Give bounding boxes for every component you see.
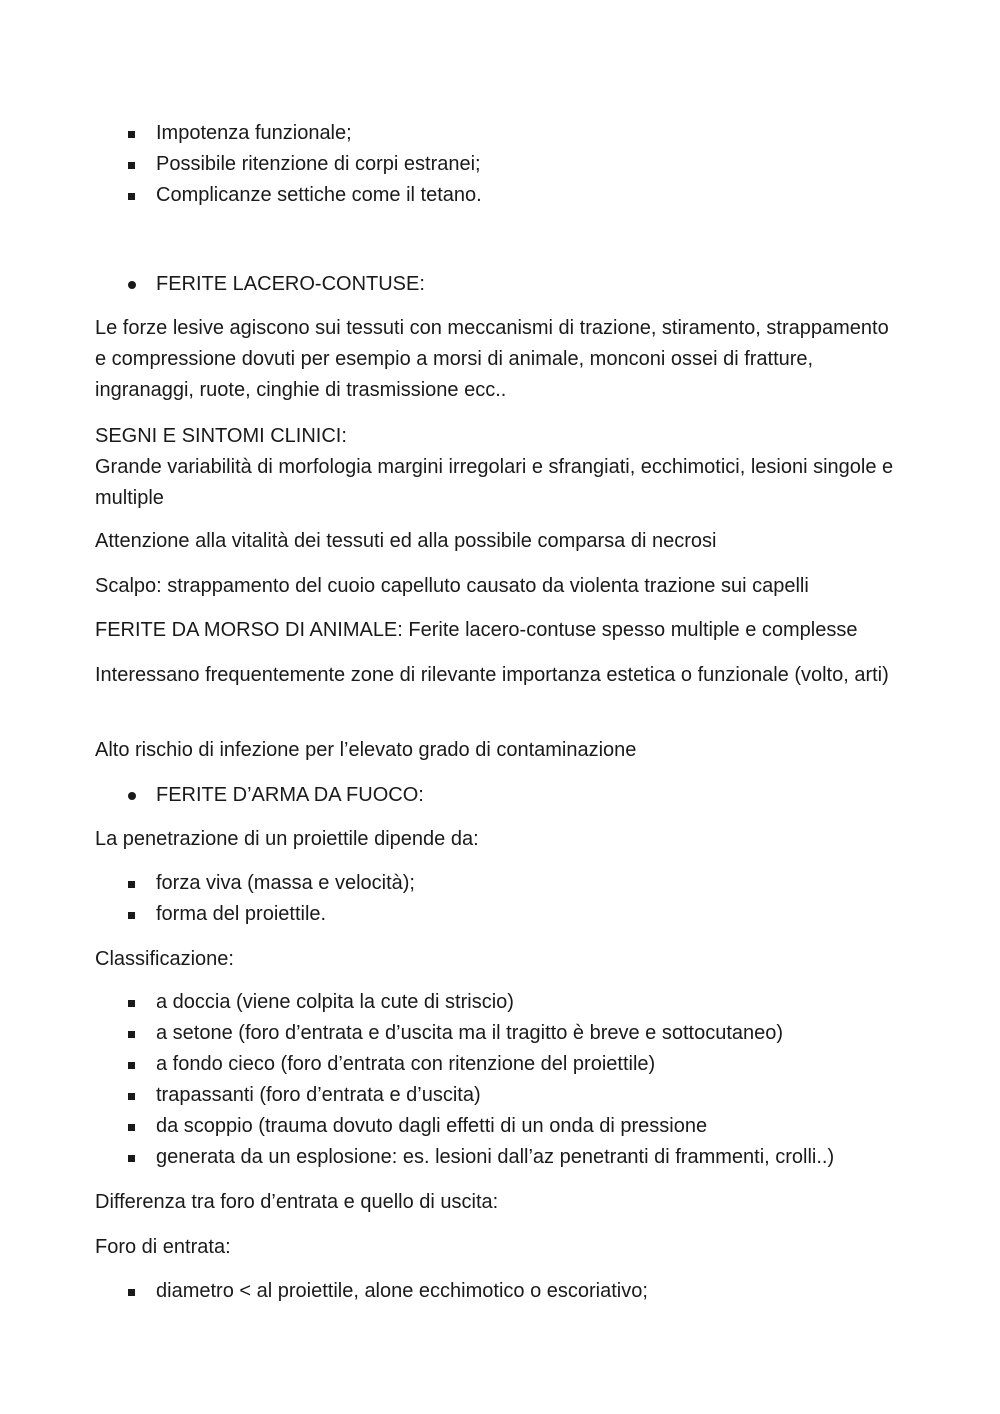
list-item: forza viva (massa e velocità); <box>95 868 905 899</box>
section-heading-list <box>95 780 905 811</box>
section-heading-arma-da-fuoco: FERITE D’ARMA DA FUOCO: <box>95 780 905 811</box>
list-item: a doccia (viene colpita la cute di striscio) <box>95 987 905 1018</box>
paragraph-differenza: Differenza tra foro d’entrata e quello di uscita: <box>95 1191 499 1213</box>
paragraph-forze-lesive: Le forze lesive agiscono sui tessuti con meccanismi di trazione, stiramento, strappamento e compressione dovuti per esempio a morsi di animale, monconi ossei di fratture, ingranaggi, ruote, cinghie di trasmissione ecc.. <box>95 317 889 401</box>
list-item: Possibile ritenzione di corpi estranei; <box>95 149 905 180</box>
list-item: a setone (foro d’entrata e d’uscita ma il tragitto è breve e sottocutaneo) <box>95 1018 905 1049</box>
paragraph-scalpo: Scalpo: strappamento del cuoio capelluto causato da violenta trazione sui capelli <box>95 575 809 597</box>
list-item: diametro < al proiettile, alone ecchimotico o escoriativo; <box>95 1276 905 1307</box>
list-item: forma del proiettile. <box>95 899 905 930</box>
paragraph-attenzione: Attenzione alla vitalità dei tessuti ed alla possibile comparsa di necrosi <box>95 530 717 552</box>
list-item: trapassanti (foro d’entrata e d’uscita) <box>95 1080 905 1111</box>
list-item: da scoppio (trauma dovuto dagli effetti di un onda di pressione <box>95 1111 905 1142</box>
paragraph-interessano: Interessano frequentemente zone di rilevante importanza estetica o funzionale (volto, arti) <box>95 664 889 686</box>
paragraph-rischio: Alto rischio di infezione per l’elevato grado di contaminazione <box>95 739 637 761</box>
section-heading-lacero-contuse: FERITE LACERO-CONTUSE: <box>95 269 905 300</box>
paragraph-penetrazione: La penetrazione di un proiettile dipende da: <box>95 828 479 850</box>
paragraph-classificazione: Classificazione: <box>95 948 234 970</box>
list-item: a fondo cieco (foro d’entrata con ritenzione del proiettile) <box>95 1049 905 1080</box>
paragraph-signs: Grande variabilità di morfologia margini irregolari e sfrangiati, ecchimotici, lesioni singole e multiple <box>95 456 894 509</box>
section-heading-list <box>95 269 905 300</box>
penetration-factors-list <box>95 868 905 930</box>
list-item: Complicanze settiche come il tetano. <box>95 180 905 211</box>
list-item: Impotenza funzionale; <box>95 118 905 149</box>
signs-title: SEGNI E SINTOMI CLINICI: <box>95 425 347 447</box>
paragraph-morso: FERITE DA MORSO DI ANIMALE: Ferite lacero-contuse spesso multiple e complesse <box>95 619 858 641</box>
classification-list <box>95 987 905 1173</box>
complications-list <box>95 118 905 211</box>
paragraph-foro-entrata: Foro di entrata: <box>95 1236 231 1258</box>
list-item: generata da un esplosione: es. lesioni dall’az penetranti di frammenti, crolli..) <box>95 1142 905 1173</box>
entry-hole-list <box>95 1276 905 1307</box>
